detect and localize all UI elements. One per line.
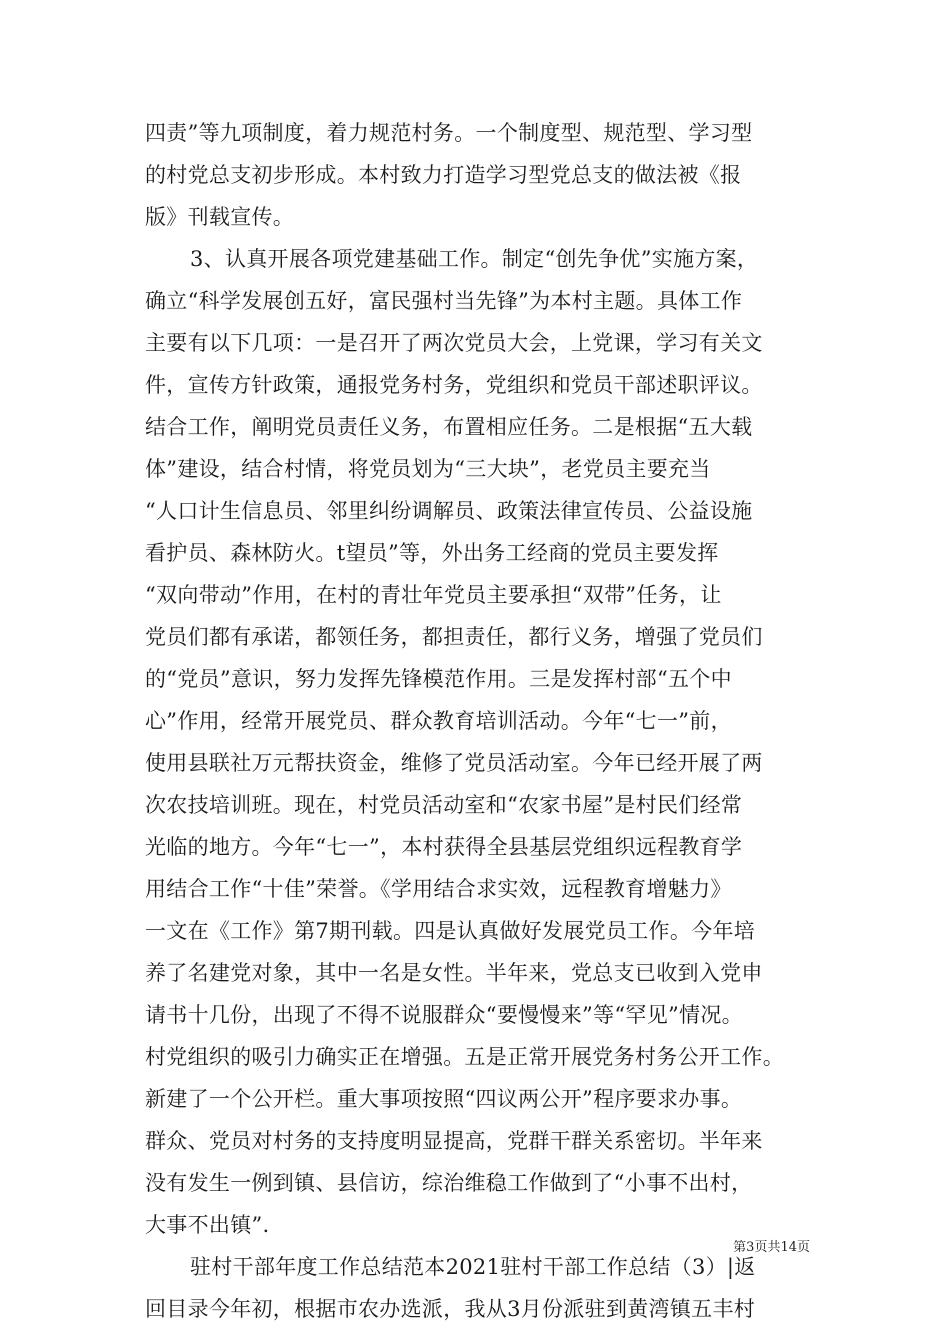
- text-line: 没有发生一例到镇、县信访，综治维稳工作做到了“小事不出村，: [145, 1171, 753, 1195]
- text-line: 主要有以下几项：一是召开了两次党员大会，上党课，学习有关文: [145, 331, 763, 355]
- text-line: 版》刊载宣传。: [145, 205, 295, 229]
- text-line: “人口计生信息员、邻里纠纷调解员、政策法律宣传员、公益设施: [145, 499, 753, 523]
- text-line: 一文在《工作》第7期刊载。四是认真做好发展党员工作。今年培: [145, 919, 756, 943]
- text-line: 村党组织的吸引力确实正在增强。五是正常开展党务村务公开工作。: [145, 1045, 784, 1069]
- text-line: 的村党总支初步形成。本村致力打造学习型党总支的做法被《报: [145, 163, 742, 187]
- text-line: “双向带动”作用，在村的青壮年党员主要承担“双带”任务，让: [145, 583, 722, 607]
- text-line: 大事不出镇”.: [145, 1213, 270, 1237]
- text-line: 请书十几份，出现了不得不说服群众“要慢慢来”等“罕见”情况。: [145, 1003, 743, 1027]
- text-line: 次农技培训班。现在，村党员活动室和“农家书屋”是村民们经常: [145, 793, 743, 817]
- text-line: 养了名建党对象，其中一名是女性。半年来，党总支已收到入党申: [145, 961, 763, 985]
- text-line: 党员们都有承诺，都领任务，都担责任，都行义务，增强了党员们: [145, 625, 763, 649]
- paragraph-start-line: 驻村干部年度工作总结范本2021驻村干部工作总结（3）|返: [190, 1255, 756, 1279]
- text-line: 的“党员”意识，努力发挥先锋模范作用。三是发挥村部“五个中: [145, 667, 732, 691]
- text-line: 体”建设，结合村情，将党员划为“三大块”，老党员主要充当: [145, 457, 711, 481]
- text-line: 群众、党员对村务的支持度明显提高，党群干群关系密切。半年来: [145, 1129, 763, 1153]
- text-line: 四责”等九项制度，着力规范村务。一个制度型、规范型、学习型: [145, 121, 753, 145]
- text-line: 结合工作，阐明党员责任义务，布置相应任务。二是根据“五大载: [145, 415, 753, 439]
- text-line: 新建了一个公开栏。重大事项按照“四议两公开”程序要求办事。: [145, 1087, 743, 1111]
- text-line: 用结合工作“十佳”荣誉。《学用结合求实效，远程教育增魅力》: [145, 877, 732, 901]
- page-number-footer: 第3页共14页: [733, 1240, 810, 1255]
- text-line: 看护员、森林防火。t望员”等，外出务工经商的党员主要发挥: [145, 541, 719, 565]
- text-line: 心”作用，经常开展党员、群众教育培训活动。今年“七一”前，: [145, 709, 732, 733]
- text-line: 光临的地方。今年“七一”，本村获得全县基层党组织远程教育学: [145, 835, 743, 859]
- text-line: 回目录今年初，根据市农办选派，我从3月份派驻到黄湾镇五丰村: [145, 1297, 756, 1321]
- text-line: 件，宣传方针政策，通报党务村务，党组织和党员干部述职评议。: [145, 373, 763, 397]
- text-line: 确立“科学发展创五好，富民强村当先锋”为本村主题。具体工作: [145, 289, 743, 313]
- body-text: [145, 112, 815, 1330]
- paragraph-start-line: 3、认真开展各项党建基础工作。制定“创先争优”实施方案，: [190, 247, 759, 271]
- text-line: 使用县联社万元帮扶资金，维修了党员活动室。今年已经开展了两: [145, 751, 763, 775]
